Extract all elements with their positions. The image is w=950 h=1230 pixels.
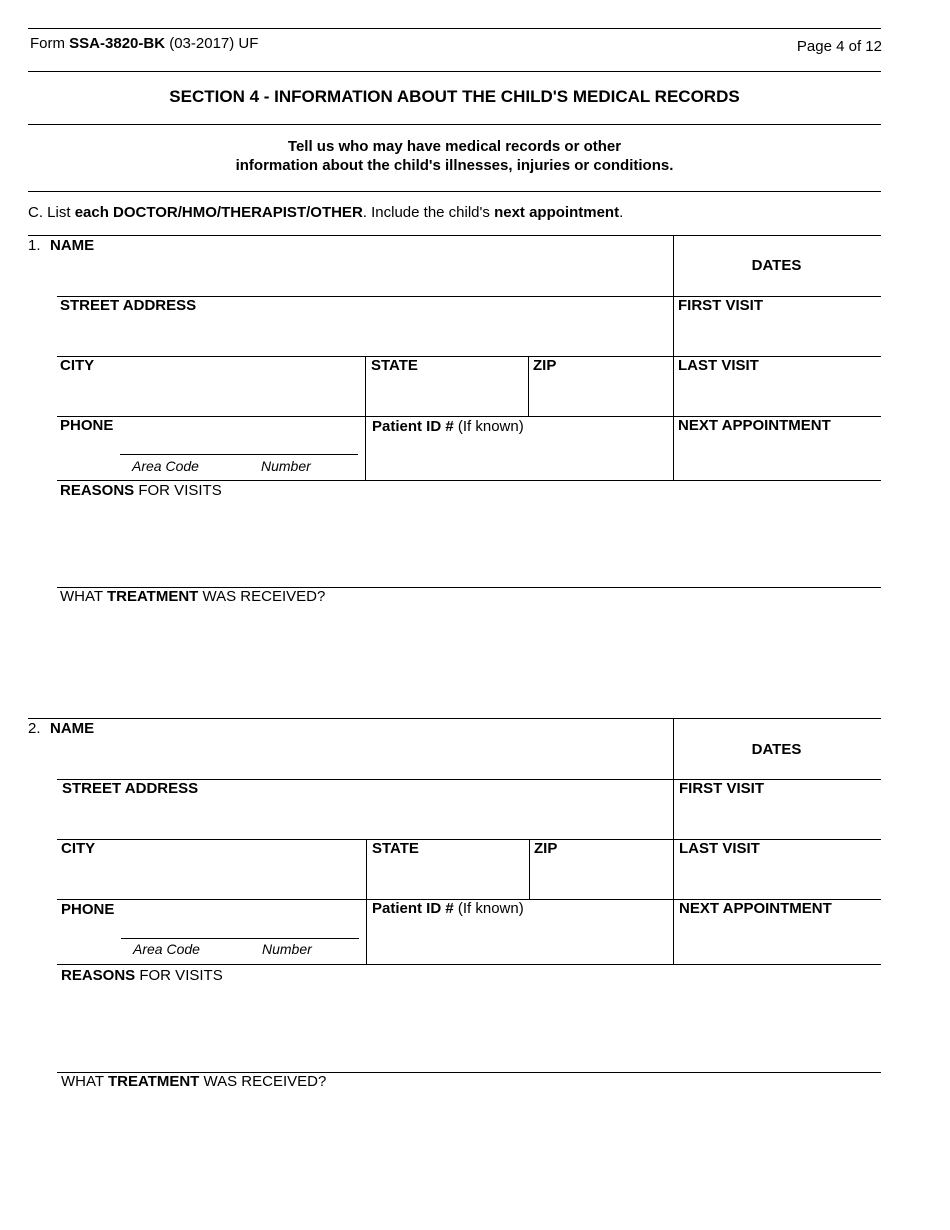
intro-line-1: Tell us who may have medical records or other — [287, 138, 622, 155]
state-label: STATE — [371, 357, 418, 374]
form-id: Form SSA-3820-BK (03-2017) UF — [30, 35, 259, 52]
treatment-label: WHAT TREATMENT WAS RECEIVED? — [61, 1073, 327, 1090]
area-code-caption: Area Code — [133, 941, 200, 957]
entry-number: 1. — [28, 237, 41, 254]
area-code-caption: Area Code — [132, 458, 199, 474]
street-address-field[interactable] — [60, 316, 670, 354]
next-appointment-label: NEXT APPOINTMENT — [679, 900, 832, 917]
patient-id-label: Patient ID # (If known) — [372, 418, 524, 435]
name-field[interactable] — [50, 255, 670, 293]
patient-id-field[interactable] — [372, 438, 670, 478]
treatment-field[interactable] — [61, 1093, 878, 1203]
zip-label: ZIP — [534, 840, 558, 857]
zip-field[interactable] — [533, 376, 670, 414]
instruction-text: C. List each DOCTOR/HMO/THERAPIST/OTHER. Include the child's next appointment. — [28, 204, 624, 221]
dates-header: DATES — [751, 741, 802, 758]
phone-label: PHONE — [60, 417, 114, 434]
next-appointment-field[interactable] — [679, 919, 878, 961]
section-title: SECTION 4 - INFORMATION ABOUT THE CHILD'S MEDICAL RECORDS — [169, 87, 740, 106]
next-appointment-label: NEXT APPOINTMENT — [678, 417, 831, 434]
street-address-field[interactable] — [62, 799, 670, 837]
phone-field[interactable] — [121, 914, 359, 938]
zip-field[interactable] — [534, 859, 670, 897]
last-visit-field[interactable] — [679, 859, 878, 897]
zip-label: ZIP — [533, 357, 557, 374]
city-field[interactable] — [61, 859, 363, 897]
reasons-label: REASONS FOR VISITS — [60, 482, 222, 499]
patient-id-label: Patient ID # (If known) — [372, 900, 524, 917]
reasons-label: REASONS FOR VISITS — [61, 967, 223, 984]
page-number: Page 4 of 12 — [796, 38, 882, 55]
treatment-field[interactable] — [60, 608, 878, 714]
last-visit-label: LAST VISIT — [678, 357, 759, 374]
state-field[interactable] — [372, 859, 526, 897]
reasons-field[interactable] — [61, 987, 878, 1069]
last-visit-field[interactable] — [678, 376, 878, 414]
next-appointment-field[interactable] — [678, 436, 878, 478]
first-visit-field[interactable] — [678, 316, 878, 354]
first-visit-label: FIRST VISIT — [678, 297, 764, 314]
state-label: STATE — [372, 840, 419, 857]
last-visit-label: LAST VISIT — [679, 840, 760, 857]
reasons-field[interactable] — [60, 502, 878, 584]
phone-label: PHONE — [61, 901, 115, 918]
number-caption: Number — [262, 941, 312, 957]
first-visit-field[interactable] — [679, 799, 878, 837]
city-field[interactable] — [60, 376, 362, 414]
intro-line-2: information about the child's illnesses, injuries or conditions. — [235, 157, 674, 174]
treatment-label: WHAT TREATMENT WAS RECEIVED? — [60, 588, 326, 605]
form-number: SSA-3820-BK — [69, 35, 166, 52]
patient-id-field[interactable] — [372, 920, 670, 961]
name-field[interactable] — [50, 738, 670, 776]
first-visit-label: FIRST VISIT — [679, 780, 765, 797]
entry-number: 2. — [28, 720, 41, 737]
city-label: CITY — [60, 357, 95, 374]
number-caption: Number — [261, 458, 311, 474]
name-label: NAME — [50, 720, 95, 737]
street-address-label: STREET ADDRESS — [62, 780, 199, 797]
state-field[interactable] — [371, 376, 525, 414]
name-label: NAME — [50, 237, 95, 254]
phone-field[interactable] — [120, 430, 358, 454]
dates-header: DATES — [751, 257, 802, 274]
city-label: CITY — [61, 840, 96, 857]
street-address-label: STREET ADDRESS — [60, 297, 197, 314]
